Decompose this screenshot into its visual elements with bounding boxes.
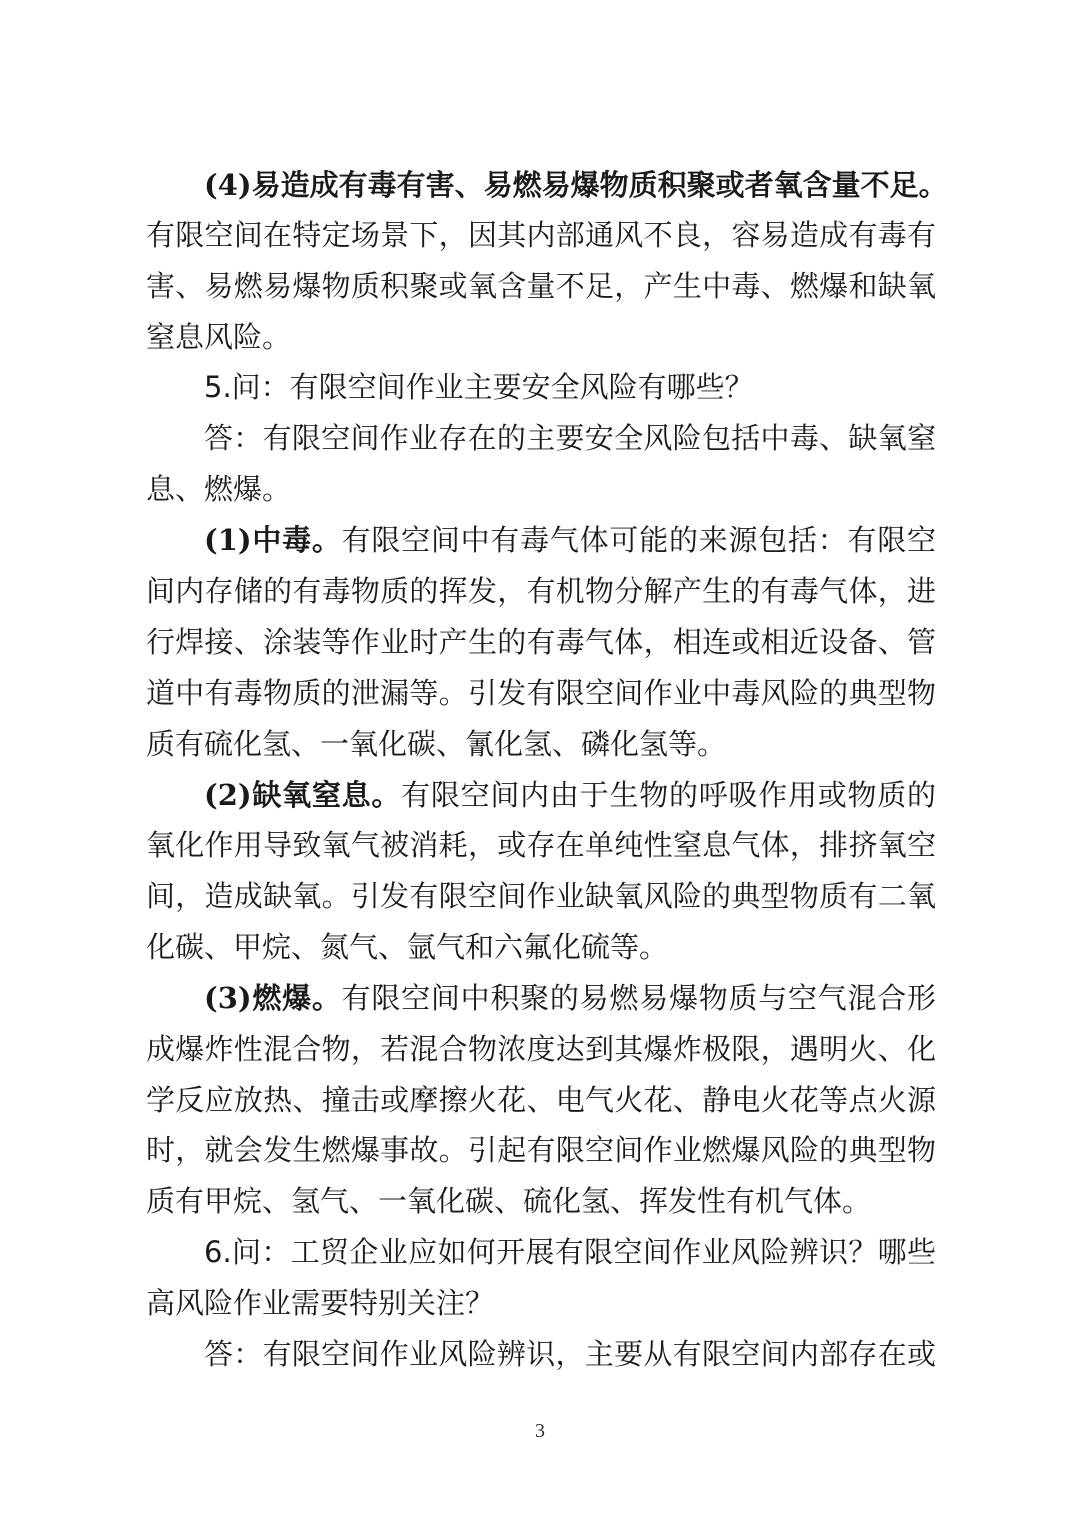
line-text: 间，造成缺氧。引发有限空间作业缺氧风险的典型物质有二氧 bbox=[146, 879, 936, 913]
answer-5-line bbox=[204, 413, 936, 463]
line-text: 学反应放热、撞击或摩擦火花、电气火花、静电火花等点火源 bbox=[146, 1083, 936, 1117]
item-2-title: (2)缺氧窒息。 bbox=[204, 778, 402, 812]
heading-item-4-text: (4)易造成有毒有害、易燃易爆物质积聚或者氧含量不足。 bbox=[204, 168, 948, 202]
paragraph-line bbox=[146, 922, 668, 972]
line-text: 化碳、甲烷、氮气、氩气和六氟化硫等。 bbox=[146, 930, 669, 964]
line-text: 息、燃爆。 bbox=[146, 472, 292, 506]
heading-item-4 bbox=[204, 160, 948, 210]
line-text: 有限空间中有毒气体可能的来源包括：有限空 bbox=[341, 523, 936, 557]
answer-6-line bbox=[204, 1329, 936, 1379]
question-6-continued bbox=[146, 1278, 494, 1328]
line-text: 有限空间在特定场景下，因其内部通风不良，容易造成有毒有 bbox=[146, 218, 936, 252]
paragraph-line bbox=[146, 1024, 936, 1074]
question-6 bbox=[204, 1227, 936, 1277]
paragraph-line bbox=[146, 1176, 871, 1226]
line-text: 质有硫化氢、一氧化碳、氰化氢、磷化氢等。 bbox=[146, 727, 727, 761]
paragraph-line bbox=[146, 210, 936, 260]
line-text: 质有甲烷、氢气、一氧化碳、硫化氢、挥发性有机气体。 bbox=[146, 1184, 872, 1218]
paragraph-line bbox=[146, 617, 936, 667]
paragraph-line bbox=[146, 464, 291, 514]
item-2-asphyxiation bbox=[204, 770, 936, 820]
line-text: 高风险作业需要特别关注？ bbox=[146, 1286, 495, 1320]
line-text: 道中有毒物质的泄漏等。引发有限空间作业中毒风险的典型物 bbox=[146, 676, 936, 710]
question-6-text: 6.问：工贸企业应如何开展有限空间作业风险辨识？哪些 bbox=[204, 1235, 936, 1269]
line-text: 窒息风险。 bbox=[146, 320, 292, 354]
paragraph-line bbox=[146, 566, 936, 616]
line-text: 氧化作用导致氧气被消耗，或存在单纯性窒息气体，排挤氧空 bbox=[146, 828, 936, 862]
paragraph-line bbox=[146, 1125, 936, 1175]
page-number: 3 bbox=[535, 1420, 545, 1442]
line-text: 成爆炸性混合物，若混合物浓度达到其爆炸极限，遇明火、化 bbox=[146, 1032, 936, 1066]
item-3-explosion bbox=[204, 973, 936, 1023]
paragraph-line bbox=[146, 261, 936, 311]
item-1-title: (1)中毒。 bbox=[204, 523, 342, 557]
paragraph-line bbox=[146, 1075, 936, 1125]
paragraph-line bbox=[146, 668, 936, 718]
question-5 bbox=[204, 362, 754, 412]
paragraph-line bbox=[146, 820, 936, 870]
paragraph-line bbox=[146, 312, 291, 362]
line-text: 间内存储的有毒物质的挥发，有机物分解产生的有毒气体，进 bbox=[146, 574, 936, 608]
line-text: 害、易燃易爆物质积聚或氧含量不足，产生中毒、燃爆和缺氧 bbox=[146, 269, 936, 303]
line-text: 有限空间中积聚的易燃易爆物质与空气混合形 bbox=[341, 981, 936, 1015]
paragraph-line bbox=[146, 719, 726, 769]
line-text: 行焊接、涂装等作业时产生的有毒气体，相连或相近设备、管 bbox=[146, 625, 936, 659]
paragraph-line bbox=[146, 871, 936, 921]
line-text: 答：有限空间作业风险辨识，主要从有限空间内部存在或 bbox=[204, 1337, 936, 1371]
line-text: 时，就会发生燃爆事故。引起有限空间作业燃爆风险的典型物 bbox=[146, 1133, 936, 1167]
line-text: 答：有限空间作业存在的主要安全风险包括中毒、缺氧窒 bbox=[204, 421, 936, 455]
question-5-text: 5.问：有限空间作业主要安全风险有哪些？ bbox=[204, 370, 754, 404]
item-1-poisoning bbox=[204, 515, 936, 565]
line-text: 有限空间内由于生物的呼吸作用或物质的 bbox=[401, 778, 936, 812]
item-3-title: (3)燃爆。 bbox=[204, 981, 342, 1015]
